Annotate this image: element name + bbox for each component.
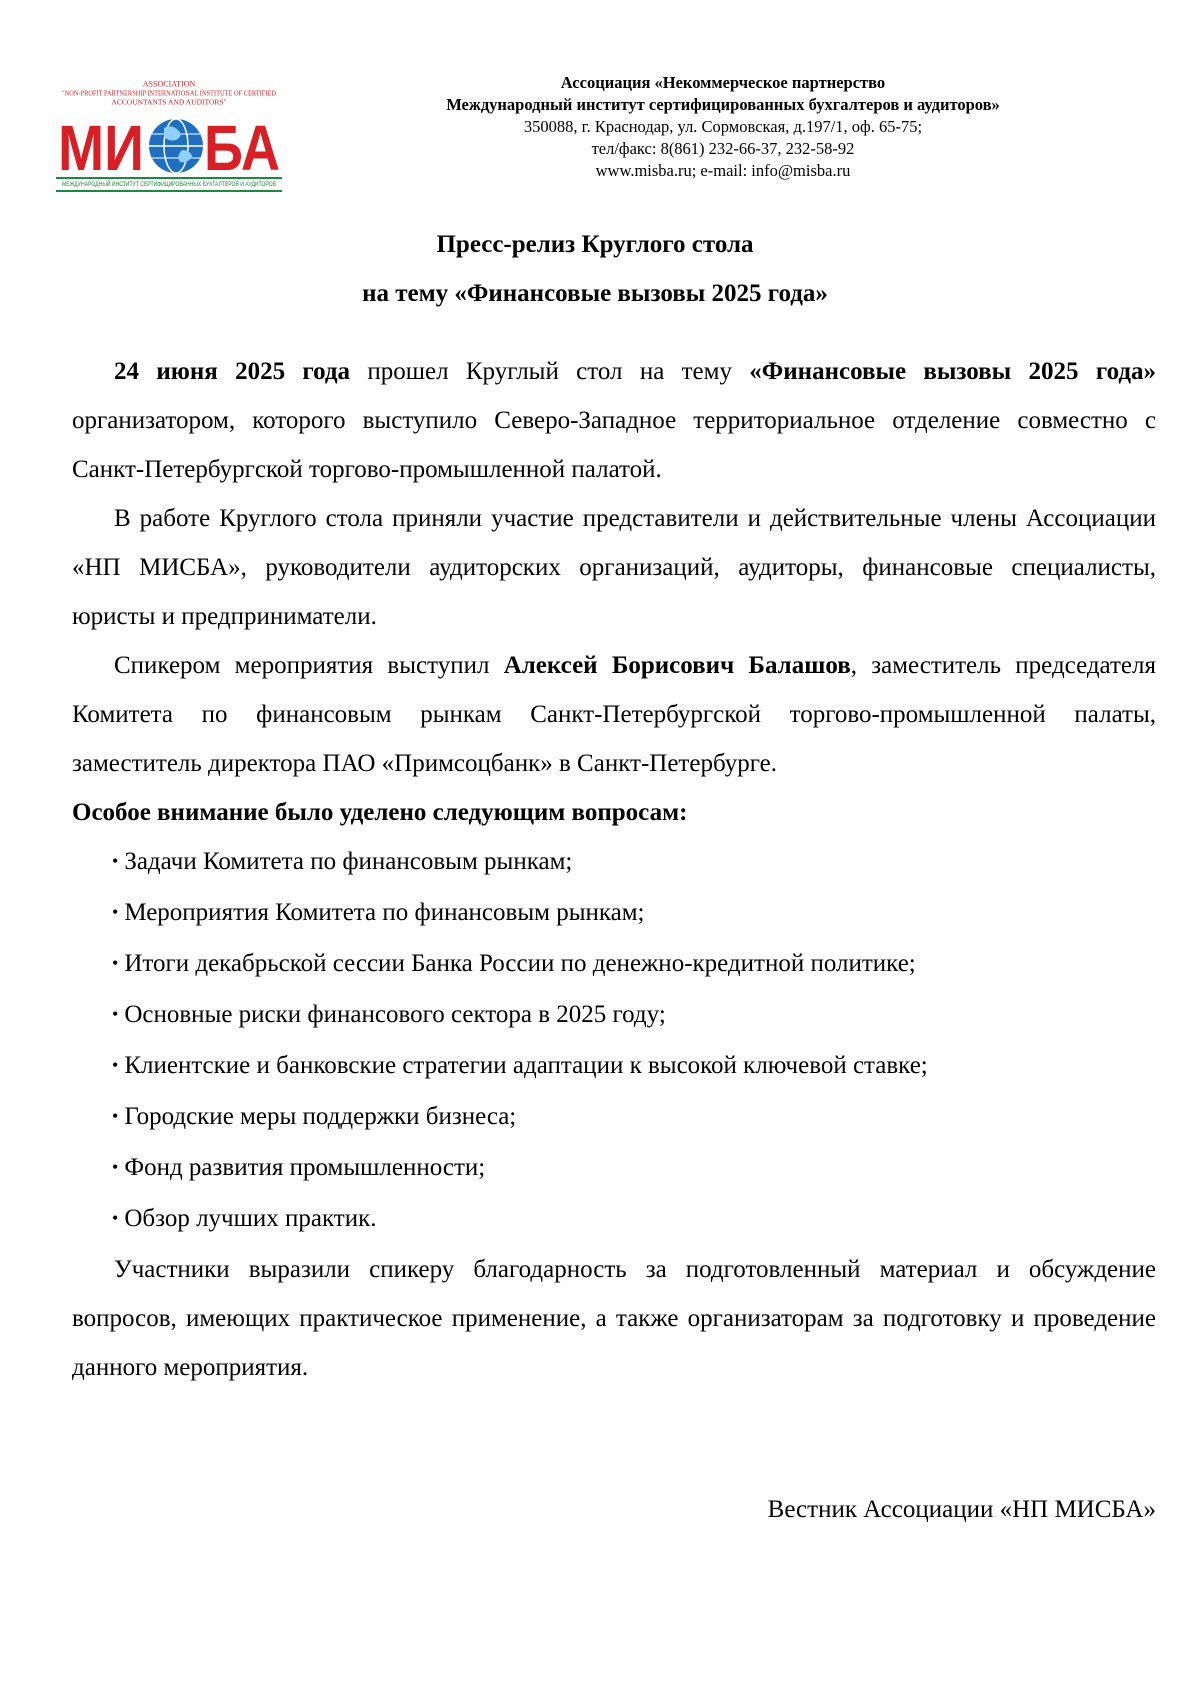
- document-title-line-1: Пресс-релиз Круглого стола: [436, 231, 754, 258]
- logo-top-text-1: ASSOCIATION: [142, 79, 196, 89]
- logo-top-text-3: ACCOUNTANTS AND AUDITORS": [111, 97, 227, 107]
- logo-wordmark-right: БА: [204, 112, 280, 184]
- organization-header: [290, 72, 1156, 182]
- org-name-line-1: Ассоциация «Некоммерческое партнерство: [560, 73, 886, 92]
- org-address: 350088, г. Краснодар, ул. Сормовская, д.197/1, оф. 65-75;: [523, 117, 923, 136]
- list-item: • Основные риски финансового сектора в 2025 году;: [112, 990, 1156, 1041]
- topics-list: [72, 837, 1156, 1245]
- org-phone: тел/факс: 8(861) 232-66-37, 232-58-92: [591, 139, 855, 158]
- list-item: • Итоги декабрьской сессии Банка России по денежно-кредитной политике;: [112, 939, 1156, 990]
- paragraph-2: В работе Круглого стола приняли участие представители и действительные члены Ассоциации «НП МИСБА», руководители аудиторских организаций, аудиторы, финансовые специалисты, юристы и предприниматели.: [72, 505, 1156, 630]
- paragraph-1-text-1: прошел Круглый стол на тему: [350, 358, 750, 385]
- paragraph-3-text-2: , заместитель председателя Комитета по финансовым рынкам Санкт-Петербургской торгово-промышленной палаты, заместитель директора ПАО «Примсоцбанк» в Санкт-Петербурге.: [72, 652, 1157, 777]
- logo-wordmark-left: МИ: [58, 112, 144, 184]
- list-item: • Фонд развития промышленности;: [112, 1143, 1156, 1194]
- paragraph-3-text-1: Спикером мероприятия выступил: [114, 652, 504, 679]
- list-item: • Обзор лучших практик.: [112, 1194, 1156, 1245]
- document-title-line-2: на тему «Финансовые вызовы 2025 года»: [362, 280, 828, 307]
- paragraph-3: [72, 641, 1156, 788]
- paragraph-4: Участники выразили спикеру благодарность за подготовленный материал и обсуждение вопросов, имеющих практическое применение, а также организаторам за подготовку и проведение данного мероприятия.: [72, 1256, 1156, 1381]
- event-date: 24 июня 2025 года: [114, 358, 351, 385]
- event-topic: «Финансовые вызовы 2025 года»: [749, 358, 1156, 385]
- document-body: [72, 347, 1156, 1392]
- list-item: • Клиентские и банковские стратегии адаптации к высокой ключевой ставке;: [112, 1041, 1156, 1092]
- org-name-line-2: Международный институт сертифицированных бухгалтеров и аудиторов»: [446, 95, 1000, 114]
- signature: Вестник Ассоциации «НП МИСБА»: [767, 1496, 1156, 1523]
- speaker-name: Алексей Борисович Балашов: [503, 652, 851, 679]
- misba-logo: [56, 78, 336, 200]
- paragraph-1: [72, 347, 1156, 494]
- list-item: • Городские меры поддержки бизнеса;: [112, 1092, 1156, 1143]
- list-item: • Задачи Комитета по финансовым рынкам;: [112, 837, 1156, 888]
- paragraph-1-text-2: организатором, которого выступило Северо-Западное территориальное отделение совместно с Санкт-Петербургской торгово-промышленной палатой.: [72, 407, 1156, 483]
- org-web-email: www.misba.ru; e-mail: info@misba.ru: [595, 161, 851, 180]
- logo-graphic: [56, 78, 336, 200]
- globe-icon: [149, 119, 203, 173]
- logo-top-text-2: "NON-PROFIT PARTNERSHIP INTERNATIONAL INSTITUTE OF CERTIFIED: [62, 88, 277, 98]
- logo-bottom-text: МЕЖДУНАРОДНЫЙ ИНСТИТУТ СЕРТИФИЦИРОВАННЫХ БУХГАЛТЕРОВ И АУДИТОРОВ: [62, 181, 336, 188]
- topics-heading: Особое внимание было уделено следующим вопросам:: [72, 799, 688, 826]
- list-item: • Мероприятия Комитета по финансовым рынкам;: [112, 888, 1156, 939]
